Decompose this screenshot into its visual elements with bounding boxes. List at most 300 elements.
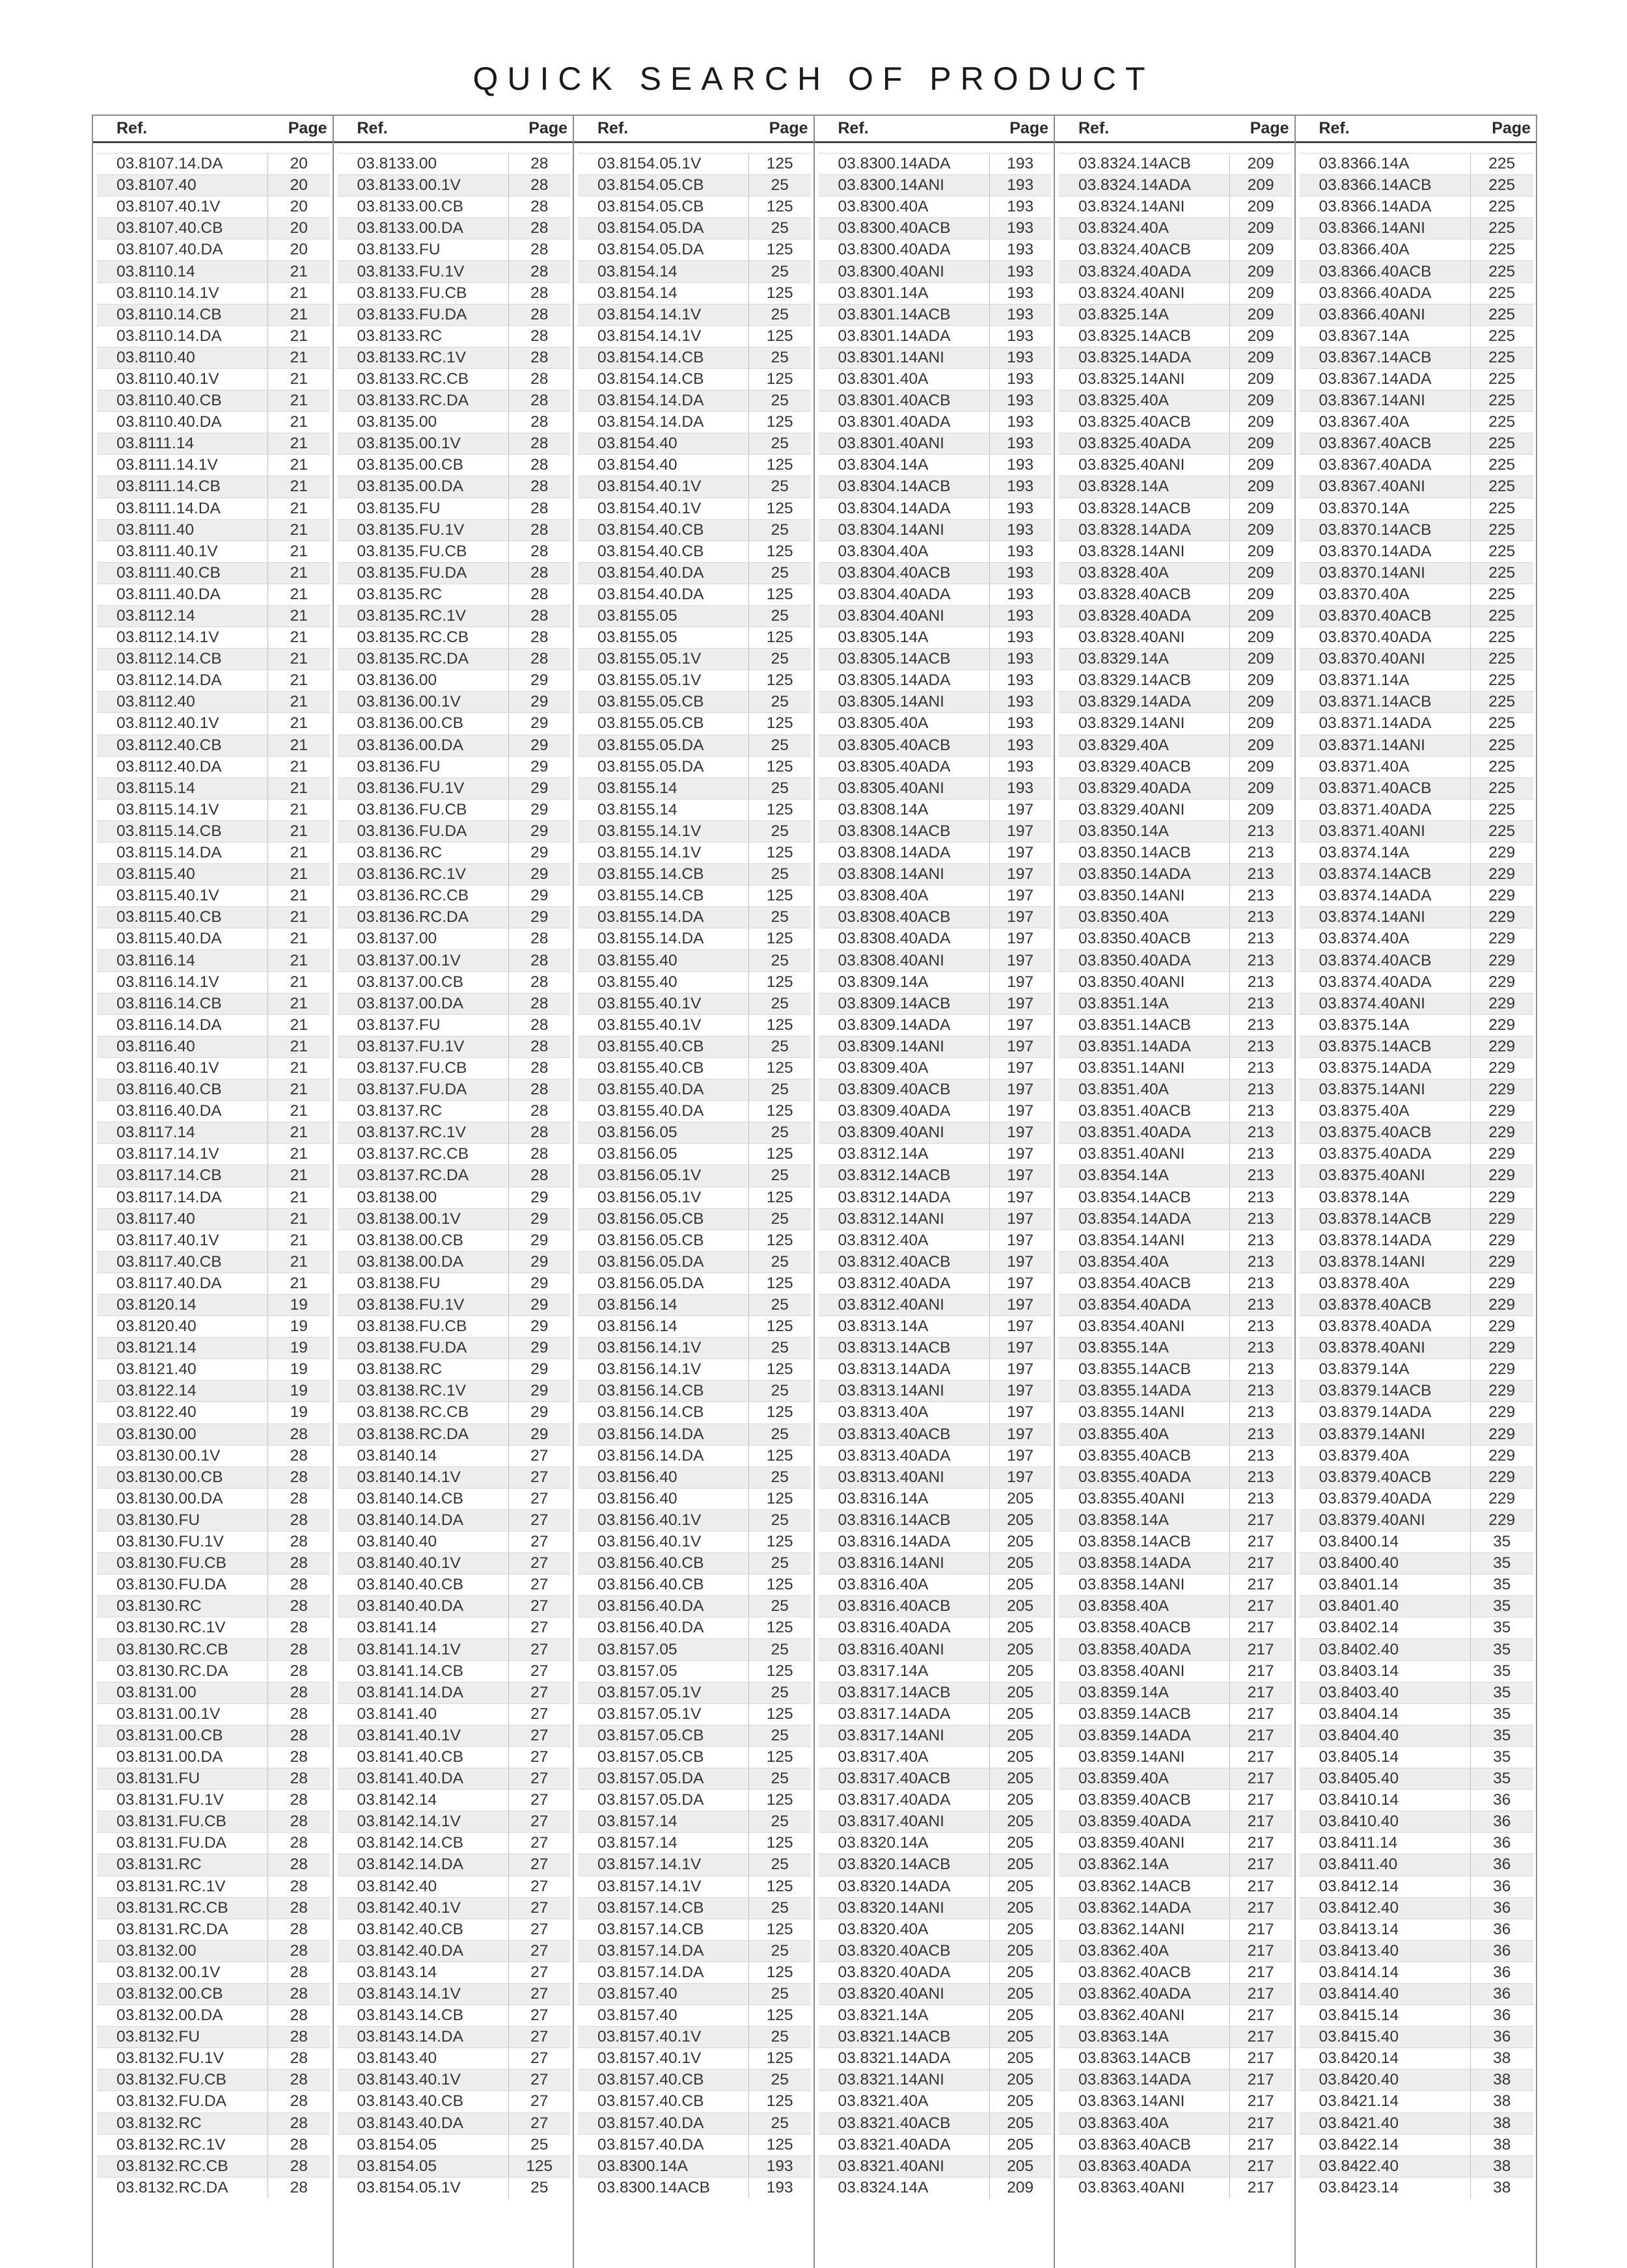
product-ref: 03.8400.14 [1319,1533,1399,1551]
page-number: 125 [748,1790,811,1811]
table-row [1059,2177,1292,2198]
page-number: 28 [267,1962,330,1983]
table-row [97,1768,330,1789]
product-ref: 03.8378.40ANI [1319,1339,1425,1357]
table-row [338,885,571,906]
page-number: 21 [267,283,330,304]
page-number: 205 [989,2070,1052,2090]
product-ref: 03.8133.RC.DA [357,392,469,410]
page-number: 225 [1470,670,1534,691]
product-ref: 03.8367.14ANI [1319,392,1425,410]
page-number: 28 [267,2178,330,2198]
product-ref: 03.8378.14ANI [1319,1252,1425,1271]
table-row [338,217,571,239]
product-ref: 03.8155.40 [597,973,677,991]
product-ref: 03.8138.FU.DA [357,1339,467,1357]
table-row [338,799,571,820]
page-number: 225 [1470,735,1534,756]
page-number: 225 [1470,584,1534,605]
product-ref: 03.8135.00.1V [357,435,461,453]
page-number: 21 [267,757,330,777]
table-row [819,1595,1052,1617]
product-ref: 03.8374.40ANI [1319,994,1425,1012]
page-number: 28 [267,1553,330,1574]
page-number: 29 [508,800,571,820]
product-ref: 03.8362.40ADA [1078,1985,1191,2003]
page-number: 213 [1229,1079,1292,1100]
table-row [1300,756,1534,777]
table-row [1300,498,1534,519]
product-ref: 03.8309.40ACB [838,1081,951,1099]
table-row [1300,562,1534,584]
table-row [1300,1854,1534,1875]
page-number: 193 [989,154,1052,174]
page-number: 27 [508,1682,571,1703]
product-ref: 03.8358.40ACB [1078,1619,1191,1637]
page-number: 213 [1229,1359,1292,1380]
product-ref: 03.8316.14ADA [838,1533,951,1551]
product-ref: 03.8300.40ADA [838,241,951,259]
product-ref: 03.8300.14ADA [838,155,951,173]
page-number: 197 [989,843,1052,863]
product-ref: 03.8375.40ADA [1319,1145,1432,1163]
page-number: 225 [1470,412,1534,433]
table-row [578,454,811,476]
page-number: 27 [508,1941,571,1962]
product-ref: 03.8355.40ADA [1078,1468,1191,1486]
product-ref: 03.8321.14ACB [838,2028,951,2046]
product-ref: 03.8329.14ADA [1078,693,1191,711]
product-ref: 03.8304.14A [838,456,929,474]
index-column-2 [334,115,575,2268]
product-ref: 03.8313.40ANI [838,1468,944,1486]
product-ref: 03.8156.14 [597,1296,677,1314]
page-number: 27 [508,1596,571,1617]
page-number: 229 [1470,928,1534,949]
table-row [97,906,330,928]
table-row [338,1380,571,1401]
table-row [1300,735,1534,756]
table-row [1300,196,1534,217]
product-ref: 03.8304.14ANI [838,520,944,539]
product-ref: 03.8312.14ANI [838,1209,944,1228]
page-number: 19 [267,1295,330,1316]
table-row [1300,1919,1534,1940]
product-ref: 03.8138.00.1V [357,1209,461,1228]
page-number: 125 [748,1015,811,1036]
page-number: 225 [1470,261,1534,282]
table-row [97,476,330,497]
table-row [819,411,1052,433]
table-row [578,2005,811,2026]
product-ref: 03.8366.14ANI [1319,219,1425,237]
product-ref: 03.8131.00.1V [116,1705,221,1723]
table-row [578,691,811,712]
page-number: 27 [508,1790,571,1811]
page-number: 28 [508,239,571,260]
table-row [338,2155,571,2177]
page-number: 25 [748,520,811,541]
product-ref: 03.8304.40ACB [838,563,951,582]
page-number: 229 [1470,907,1534,928]
table-row [338,304,571,325]
product-ref: 03.8132.RC.1V [116,2135,226,2153]
product-ref: 03.8351.14ACB [1078,1016,1191,1034]
table-row [578,1424,811,1445]
product-ref: 03.8363.14ADA [1078,2071,1191,2089]
page-number: 25 [748,1381,811,1401]
page-number: 197 [989,1295,1052,1316]
table-row [819,1638,1052,1660]
page-number: 193 [989,627,1052,648]
page-number: 225 [1470,520,1534,541]
table-row [1300,1876,1534,1897]
product-ref: 03.8133.RC.1V [357,348,467,366]
page-number: 25 [748,1941,811,1962]
page-number: 125 [748,1359,811,1380]
product-ref: 03.8321.40ADA [838,2135,951,2153]
table-row [1059,1036,1292,1057]
product-ref: 03.8155.05.DA [597,757,704,776]
product-ref: 03.8325.40ANI [1078,456,1185,474]
page-number: 21 [267,1144,330,1165]
product-ref: 03.8142.40.CB [357,1920,463,1938]
product-ref: 03.8366.40ADA [1319,284,1432,302]
table-row [97,777,330,799]
product-ref: 03.8155.05.1V [597,650,702,668]
page-number: 217 [1229,1811,1292,1832]
page-number: 217 [1229,1984,1292,2005]
page-number: 28 [508,1144,571,1165]
table-row [578,1682,811,1703]
page-number: 225 [1470,778,1534,799]
table-row [578,1143,811,1165]
page-number: 225 [1470,304,1534,325]
table-row [819,1014,1052,1036]
product-ref: 03.8371.40A [1319,757,1410,776]
table-row [578,1014,811,1036]
table-row [338,1682,571,1703]
page-number: 25 [748,864,811,885]
product-ref: 03.8155.40.DA [597,1081,704,1099]
table-row [1300,842,1534,863]
table-row [1300,325,1534,347]
product-ref: 03.8156.40.DA [597,1597,704,1615]
product-ref: 03.8329.40A [1078,736,1169,754]
table-row [1300,217,1534,239]
table-row [1300,1832,1534,1854]
page-header: Page [1492,119,1531,137]
product-ref: 03.8138.FU [357,1274,441,1292]
table-row [338,1337,571,1358]
product-ref: 03.8312.40ACB [838,1252,951,1271]
product-ref: 03.8141.14.DA [357,1683,463,1701]
page-number: 21 [267,1036,330,1057]
page-number: 217 [1229,1661,1292,1682]
product-ref: 03.8312.14ADA [838,1188,951,1206]
table-row [338,1811,571,1832]
table-row [1300,1768,1534,1789]
table-row [338,541,571,562]
page-number: 217 [1229,2178,1292,2198]
product-ref: 03.8300.14ANI [838,176,944,195]
product-ref: 03.8157.05.CB [597,1748,704,1766]
table-row [1059,669,1292,691]
page-number: 193 [989,649,1052,669]
page-number: 38 [1470,2048,1534,2069]
product-ref: 03.8363.40A [1078,2114,1169,2132]
page-number: 25 [508,2178,571,2198]
table-row [578,799,811,820]
page-number: 28 [508,304,571,325]
page-number: 213 [1229,1273,1292,1294]
table-row [1300,1509,1534,1531]
page-number: 125 [748,2005,811,2026]
table-row [819,863,1052,885]
table-row [819,584,1052,605]
product-ref: 03.8379.14ACB [1319,1382,1432,1400]
page-number: 28 [267,1941,330,1962]
table-row [338,1251,571,1273]
page-number: 125 [748,1446,811,1466]
page-number: 29 [508,1402,571,1423]
page-number: 209 [1229,498,1292,519]
page-number: 28 [508,261,571,282]
product-ref: 03.8375.14ANI [1319,1081,1425,1099]
table-row [97,2113,330,2134]
product-ref: 03.8156.40.CB [597,1554,704,1573]
page-number: 36 [1470,1984,1534,2005]
table-row [578,1445,811,1466]
page-number: 27 [508,1446,571,1466]
table-row [1059,1746,1292,1768]
table-row [338,1595,571,1617]
product-ref: 03.8140.40.DA [357,1597,463,1615]
page-number: 28 [267,2005,330,2026]
table-row [338,1703,571,1725]
page-number: 19 [267,1338,330,1358]
table-row [1059,993,1292,1014]
page-number: 213 [1229,821,1292,842]
table-row [338,1660,571,1682]
product-ref: 03.8321.40A [838,2092,929,2111]
product-ref: 03.8142.40 [357,1877,437,1895]
table-row [1059,1638,1292,1660]
page-number: 193 [989,239,1052,260]
page-number: 27 [508,1747,571,1768]
page-number: 205 [989,1984,1052,2005]
page-number: 28 [508,347,571,368]
page-number: 35 [1470,1704,1534,1725]
product-ref: 03.8141.40 [357,1705,437,1723]
product-ref: 03.8155.40 [597,951,677,969]
page-number: 217 [1229,1617,1292,1638]
product-ref: 03.8112.40.CB [116,736,222,754]
product-ref: 03.8316.40A [838,1576,929,1594]
page-number: 28 [508,369,571,390]
page-number: 28 [508,563,571,584]
table-row [338,1165,571,1186]
page-number: 217 [1229,1704,1292,1725]
table-row [338,1100,571,1122]
page-number: 213 [1229,1015,1292,1036]
product-ref: 03.8137.00 [357,930,437,948]
page-number: 193 [989,326,1052,347]
page-number: 197 [989,864,1052,885]
page-number: 225 [1470,541,1534,562]
page-number: 125 [748,584,811,605]
table-row [1059,584,1292,605]
product-ref: 03.8317.40ACB [838,1770,951,1788]
table-row [578,885,811,906]
product-ref: 03.8117.40.DA [116,1274,222,1292]
page-number: 35 [1470,1532,1534,1552]
product-ref: 03.8141.14 [357,1619,437,1637]
page-number: 197 [989,1359,1052,1380]
product-ref: 03.8156.14.CB [597,1403,704,1422]
product-ref: 03.8111.40.DA [116,585,221,603]
table-row [1059,1100,1292,1122]
table-row [1059,1165,1292,1186]
product-ref: 03.8371.14ACB [1319,693,1432,711]
product-ref: 03.8374.40ADA [1319,973,1432,991]
page-number: 28 [267,1510,330,1531]
table-row [578,498,811,519]
product-ref: 03.8142.14 [357,1791,437,1809]
table-row [97,627,330,648]
product-ref: 03.8374.40ACB [1319,951,1432,969]
product-ref: 03.8300.40ACB [838,219,951,237]
page-number: 197 [989,928,1052,949]
product-ref: 03.8404.40 [1319,1726,1399,1744]
table-row [97,433,330,454]
product-ref: 03.8138.RC.DA [357,1425,469,1443]
table-row [819,1789,1052,1811]
page-number: 28 [508,1079,571,1100]
page-number: 28 [267,1532,330,1552]
page-number: 21 [267,800,330,820]
product-ref: 03.8111.40 [116,520,194,539]
page-number: 197 [989,1402,1052,1423]
product-ref: 03.8155.05.CB [597,714,704,733]
page-number: 28 [508,1015,571,1036]
product-ref: 03.8156.05.DA [597,1252,704,1271]
index-column-4 [815,115,1056,2268]
table-row [1300,627,1534,648]
table-row [578,1854,811,1875]
page-number: 25 [748,649,811,669]
table-row [338,1832,571,1854]
table-row [819,1552,1052,1574]
product-ref: 03.8351.14A [1078,994,1169,1012]
product-ref: 03.8107.40.CB [116,219,223,237]
page-number: 193 [989,261,1052,282]
page-number: 229 [1470,1402,1534,1423]
product-ref: 03.8131.RC.1V [116,1877,226,1895]
page-number: 25 [748,993,811,1014]
product-ref: 03.8367.40ACB [1319,435,1432,453]
page-number: 29 [508,843,571,863]
page-number: 20 [267,196,330,217]
table-row [338,1531,571,1552]
table-row [819,756,1052,777]
page-number: 27 [508,2070,571,2090]
page-number: 209 [1229,584,1292,605]
product-ref: 03.8374.14A [1319,844,1410,862]
page-number: 35 [1470,1617,1534,1638]
product-ref: 03.8329.40ACB [1078,757,1191,776]
page-number: 28 [508,412,571,433]
page-number: 29 [508,1252,571,1273]
table-row [338,2005,571,2026]
table-row [338,605,571,627]
table-row [819,239,1052,260]
product-ref: 03.8132.00.CB [116,1985,223,2003]
product-ref: 03.8143.40.1V [357,2071,461,2089]
product-ref: 03.8401.40 [1319,1597,1399,1615]
table-row [1059,863,1292,885]
table-row [1059,1251,1292,1273]
page-number: 27 [508,1962,571,1983]
product-ref: 03.8135.FU [357,499,441,517]
page-number: 197 [989,1467,1052,1488]
table-row [97,1251,330,1273]
product-ref: 03.8355.40A [1078,1425,1169,1443]
page-number: 193 [989,778,1052,799]
table-row [1300,1466,1534,1488]
page-number: 29 [508,1273,571,1294]
product-ref: 03.8308.14ACB [838,822,951,840]
table-row [1300,648,1534,669]
page-number: 36 [1470,1919,1534,1940]
table-row [97,541,330,562]
product-ref: 03.8374.40A [1319,930,1410,948]
table-row [1300,1445,1534,1466]
product-ref: 03.8141.40.DA [357,1770,463,1788]
page-number: 217 [1229,2005,1292,2026]
table-row [1300,153,1534,174]
product-ref: 03.8400.40 [1319,1554,1399,1573]
page-number: 217 [1229,2070,1292,2090]
product-ref: 03.8142.14.1V [357,1813,461,1831]
table-row [819,906,1052,928]
table-row [819,2177,1052,2198]
table-row [819,174,1052,196]
product-ref: 03.8154.40.DA [597,585,704,603]
product-ref: 03.8324.14ANI [1078,198,1185,216]
table-row [578,541,811,562]
table-row [338,174,571,196]
product-ref: 03.8138.00.DA [357,1252,463,1271]
table-row [97,949,330,971]
table-row [97,799,330,820]
page-number: 28 [267,1984,330,2005]
table-row [819,1294,1052,1316]
table-row [97,282,330,304]
page-number: 35 [1470,1553,1534,1574]
page-number: 217 [1229,2027,1292,2047]
page-number: 209 [1229,261,1292,282]
product-ref: 03.8154.05.CB [597,198,704,216]
product-ref: 03.8133.FU.CB [357,284,467,302]
table-row [338,347,571,368]
table-row [97,1208,330,1230]
table-row [819,1983,1052,2005]
table-row [578,562,811,584]
product-ref: 03.8136.00.1V [357,693,461,711]
page-number: 209 [1229,326,1292,347]
product-ref: 03.8309.14ADA [838,1016,951,1034]
